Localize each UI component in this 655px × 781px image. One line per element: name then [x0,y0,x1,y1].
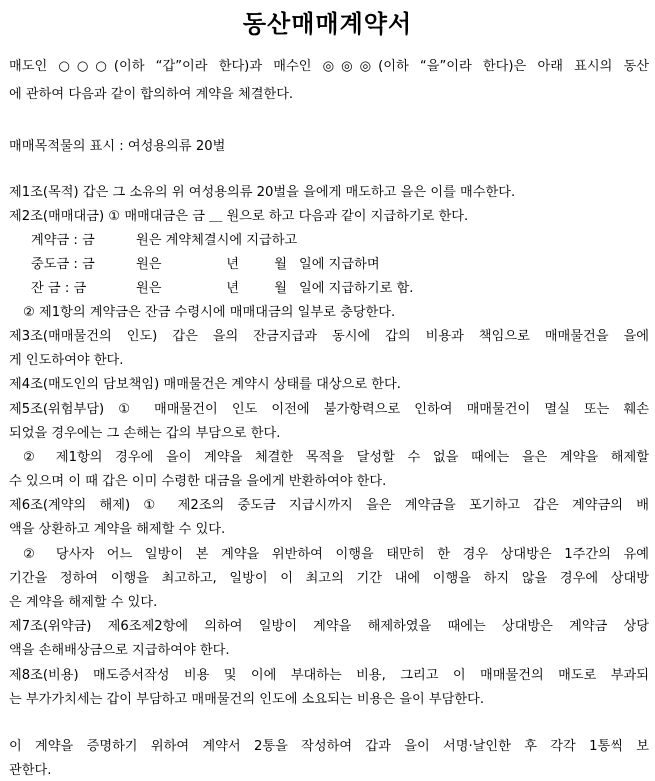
payment-label: 중도금 : 금 [31,257,95,272]
article-5-paragraph-2-line-2: 수 있으며 이 때 갑은 이미 수령한 대금을 을에게 반환하여야 한다. [9,474,387,489]
article-6-paragraph-2-line-3: 은 계약을 해제할 수 있다. [9,595,158,610]
article-5-line-2: 되었을 경우에는 그 손해는 갑의 부담으로 한다. [9,426,281,441]
article-7-line-2: 액을 손해배상금으로 지급하여야 한다. [9,643,230,658]
article-1: 제1조(목적) 갑은 그 소유의 위 여성용의류 20벌을 을에게 매도하고 을은 이를 매수한다. [9,185,516,200]
closing-line-2: 관한다. [9,763,52,778]
preamble-line-1: 매도인 ○○○(이하 “갑”이라 한다)과 매수인 ◎◎◎(이하 “을”이라 한다)은 아래 표시의 동산 [9,59,649,74]
payment-label: 계약금 : 금 [31,233,95,248]
payment-day: 일에 지급하며 [299,257,380,272]
article-5-line-1: 제5조(위험부담) ① 매매물건이 인도 이전에 불가항력으로 인하여 매매물건이 멸실 또는 훼손 [9,402,649,417]
object-description: 매매목적물의 표시 : 여성용의류 20벌 [9,139,226,154]
payment-row-deposit [31,231,649,251]
article-4: 제4조(매도인의 담보책임) 매매물건은 계약시 상태를 대상으로 한다. [9,377,401,392]
payment-month: 월 [274,281,287,296]
payment-text: 원은 [136,257,162,272]
article-3-line-1: 제3조(매매물건의 인도) 갑은 을의 잔금지급과 동시에 갑의 비용과 책임으로 매매물건을 을에 [9,329,649,344]
payment-row-balance [31,279,649,299]
article-3-line-2: 게 인도하여야 한다. [9,353,124,368]
payment-text: 원은 계약체결시에 지급하고 [136,233,298,248]
payment-day: 일에 지급하기로 함. [299,281,414,296]
document-title: 동산매매계약서 [242,10,413,38]
article-2-line-1: 제2조(매매대금) ① 매매대금은 금 ＿ 원으로 하고 다음과 같이 지급하기로 한다. [9,209,469,224]
article-8-line-2: 는 부가가치세는 갑이 부담하고 매매물건의 인도에 소요되는 비용은 을이 부담한다. [9,692,485,707]
article-7-line-1: 제7조(위약금) 제6조제2항에 의하여 일방이 계약을 해제하였을 때에는 상대방은 계약금 상당 [9,619,649,634]
preamble-line-2: 에 관하여 다음과 같이 합의하여 계약을 체결한다. [9,87,294,102]
payment-row-interim [31,255,649,275]
payment-year: 년 [226,281,239,296]
payment-label: 잔 금 : 금 [31,281,87,296]
article-6-paragraph-2-line-2: 기간을 정하여 이행을 최고하고, 일방이 이 최고의 기간 내에 이행을 하지 않을 경우에 상대방 [9,571,649,586]
article-6-paragraph-2-line-1: ② 당사자 어느 일방이 본 계약을 위반하여 이행을 태만히 한 경우 상대방은 1주간의 유예 [23,547,649,562]
payment-text: 원은 [136,281,162,296]
article-6-line-1: 제6조(계약의 해제) ① 제2조의 중도금 지급시까지 을은 계약금을 포기하고 갑은 계약금의 배 [9,498,649,513]
article-6-line-2: 액을 상환하고 계약을 해제할 수 있다. [9,522,226,537]
closing-line-1: 이 계약을 증명하기 위하여 계약서 2통을 작성하여 갑과 을이 서명·날인한 후 각각 1통씩 보 [9,739,649,754]
payment-year: 년 [226,257,239,272]
article-8-line-1: 제8조(비용) 매도증서작성 비용 및 이에 부대하는 비용, 그리고 이 매매물건의 매도로 부과되 [9,668,649,683]
article-2-paragraph-2: ② 제1항의 계약금은 잔금 수령시에 매매대금의 일부로 충당한다. [23,305,396,320]
payment-month: 월 [274,257,287,272]
article-5-paragraph-2-line-1: ② 제1항의 경우에 을이 계약을 체결한 목적을 달성할 수 없을 때에는 을은 계약을 해제할 [23,450,649,465]
